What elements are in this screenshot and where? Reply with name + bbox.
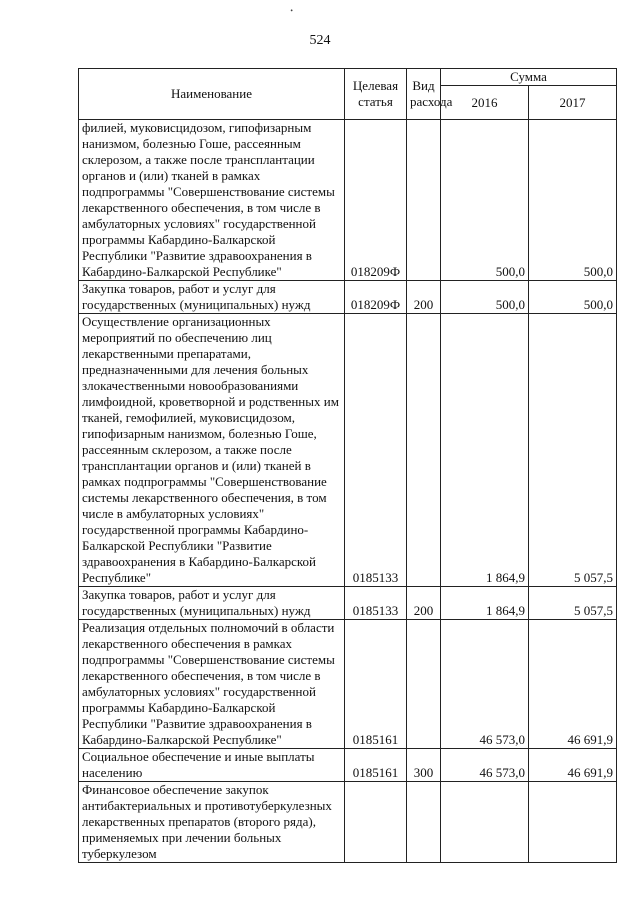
table-row [79, 587, 617, 620]
row-2017: 500,0 [529, 281, 617, 314]
header-year-2017: 2017 [529, 86, 617, 120]
row-target: 0185133 [345, 314, 407, 587]
row-2017: 46 691,9 [529, 749, 617, 782]
budget-table [78, 68, 617, 863]
row-kind [407, 314, 441, 587]
table-row [79, 314, 617, 587]
header-sum: Сумма [441, 69, 617, 86]
row-kind: 200 [407, 587, 441, 620]
row-kind [407, 120, 441, 281]
row-name: Осуществление организационных мероприятий по обеспечению лиц лекарственными препаратами, предназначенными для лечения больных злокачественными новообразованиями лимфоидной, кроветворной и родственных им тканей, гемофилией, муковисцидозом, гипофизарным нанизмом, болезнью Гоше, рассеянным склерозом, а также после трансплантации органов и (или) тканей в рамках подпрограммы "Совершенствование системы лекарственного обеспечения, в том числе в амбулаторных условиях" государственной программы Кабардино-Балкарской Республики "Развитие здравоохранения в Кабардино-Балкарской Республике" [79, 314, 345, 587]
row-2016: 46 573,0 [441, 749, 529, 782]
row-2016: 1 864,9 [441, 314, 529, 587]
table-row [79, 749, 617, 782]
row-name: Закупка товаров, работ и услуг для государственных (муниципальных) нужд [79, 587, 345, 620]
row-target: 0185161 [345, 749, 407, 782]
row-target [345, 782, 407, 863]
header-kind: Вид расхода [407, 69, 441, 120]
row-2016 [441, 782, 529, 863]
row-2016: 1 864,9 [441, 587, 529, 620]
row-kind [407, 782, 441, 863]
row-kind: 300 [407, 749, 441, 782]
row-2017: 500,0 [529, 120, 617, 281]
top-mark: ⠠ [286, 3, 295, 15]
row-2017 [529, 782, 617, 863]
row-name: филией, муковисцидозом, гипофизарным нанизмом, болезнью Гоше, рассеянным склерозом, а также после трансплантации органов и (или) тканей в рамках подпрограммы "Совершенствование системы лекарственного обеспечения, в том числе в амбулаторных условиях" государственной программы Кабардино-Балкарской Республики "Развитие здравоохранения в Кабардино-Балкарской Республике" [79, 120, 345, 281]
header-name: Наименование [79, 69, 345, 120]
header-year-2016: 2016 [441, 86, 529, 120]
row-2016: 500,0 [441, 120, 529, 281]
row-kind: 200 [407, 281, 441, 314]
table-row [79, 782, 617, 863]
table-row [79, 281, 617, 314]
row-name: Закупка товаров, работ и услуг для государственных (муниципальных) нужд [79, 281, 345, 314]
row-2016: 46 573,0 [441, 620, 529, 749]
row-name: Социальное обеспечение и иные выплаты населению [79, 749, 345, 782]
row-target: 018209Ф [345, 120, 407, 281]
row-target: 018209Ф [345, 281, 407, 314]
row-target: 0185161 [345, 620, 407, 749]
row-kind [407, 620, 441, 749]
row-2017: 46 691,9 [529, 620, 617, 749]
row-target: 0185133 [345, 587, 407, 620]
table-row [79, 620, 617, 749]
row-name: Реализация отдельных полномочий в области лекарственного обеспечения в рамках подпрограммы "Совершенствование системы лекарственного обеспечения, в том числе в амбулаторных условиях" государственной программы Кабардино-Балкарской Республики "Развитие здравоохранения в Кабардино-Балкарской Республике" [79, 620, 345, 749]
page-number: 524 [309, 33, 331, 48]
header-target: Целевая статья [345, 69, 407, 120]
row-name: Финансовое обеспечение закупок антибактериальных и противотуберкулезных лекарственных препаратов (второго ряда), применяемых при лечении больных туберкулезом [79, 782, 345, 863]
row-2017: 5 057,5 [529, 314, 617, 587]
row-2017: 5 057,5 [529, 587, 617, 620]
table-row [79, 120, 617, 281]
row-2016: 500,0 [441, 281, 529, 314]
